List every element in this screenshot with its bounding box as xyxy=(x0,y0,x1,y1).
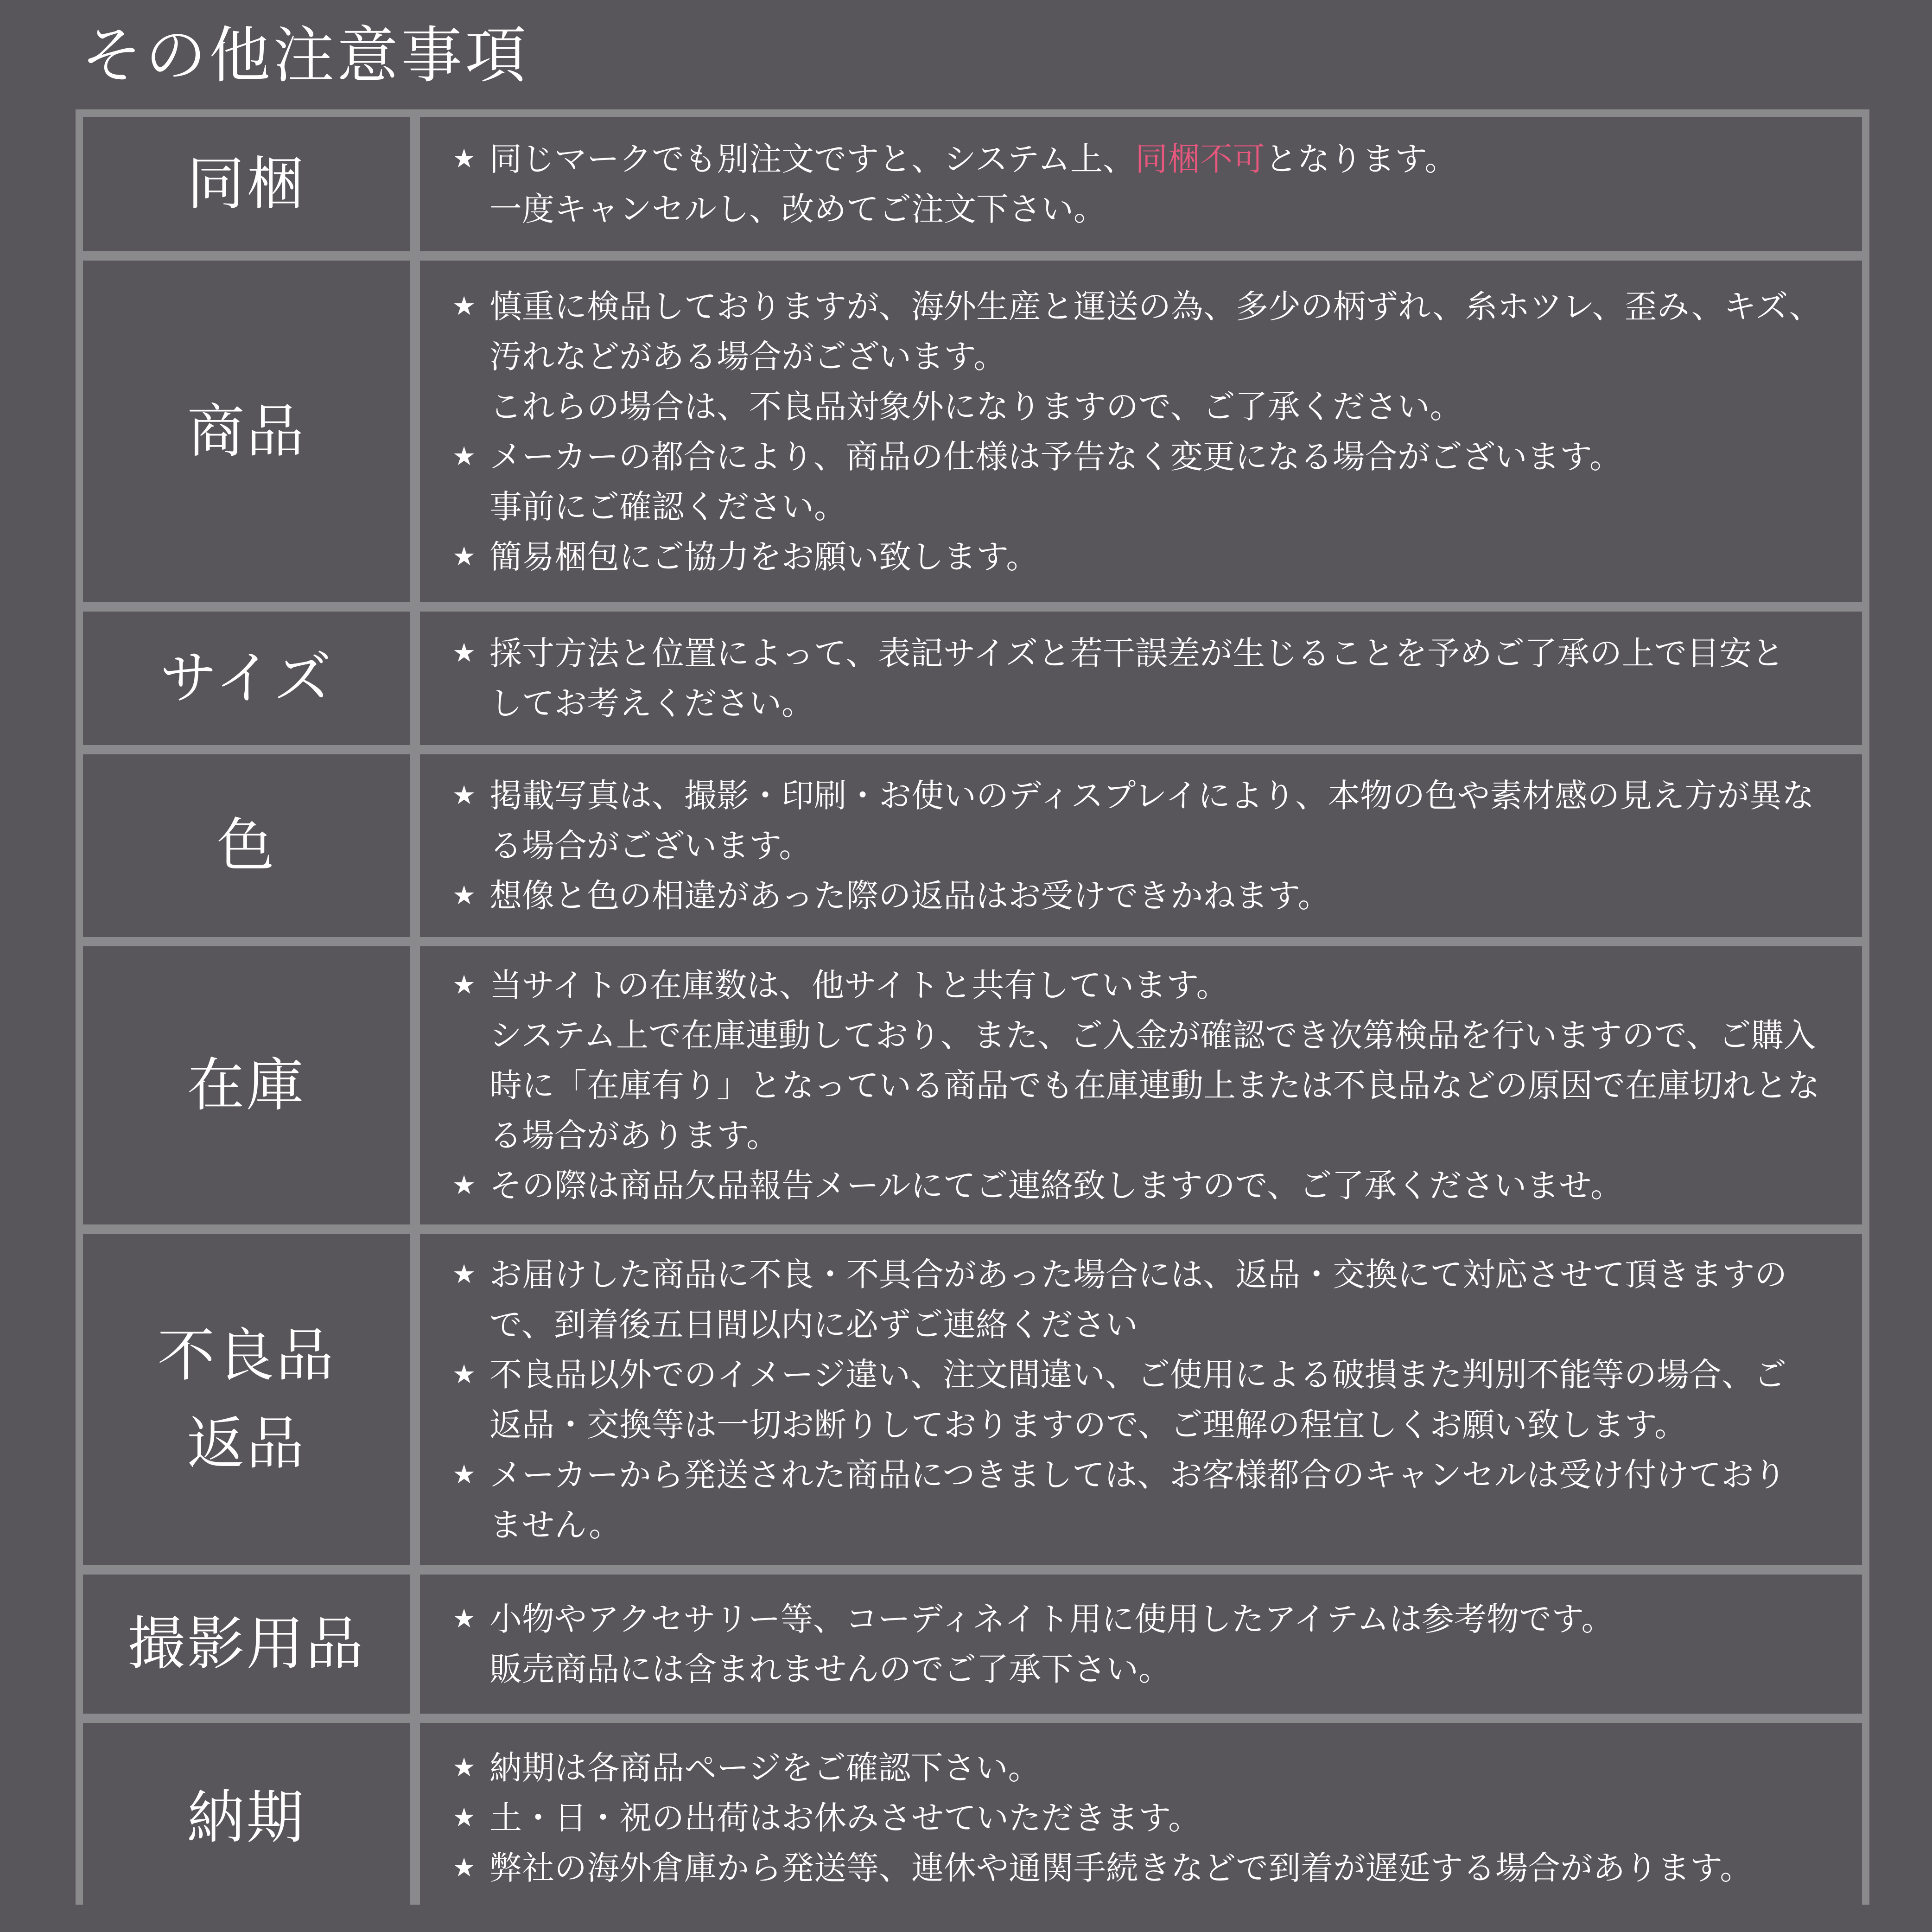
row-label-cell xyxy=(83,117,410,251)
notice-text xyxy=(489,532,1843,582)
star-icon: ★ xyxy=(452,638,476,668)
row-label-cell xyxy=(83,1723,410,1913)
notice-line: システム上で在庫連動しており、また、ご入金が確認でき次第検品を行いますので、ご購入 xyxy=(489,1016,1816,1054)
star-icon: ★ xyxy=(452,1170,476,1200)
notice-line: る場合があります。 xyxy=(489,1116,779,1154)
star-icon: ★ xyxy=(452,970,476,1000)
row-content-cell xyxy=(420,261,1862,602)
notice-item xyxy=(452,1743,1843,1793)
notice-line: 簡易梱包にご協力をお願い致します。 xyxy=(489,537,1039,576)
notice-line-text: となります。 xyxy=(1265,140,1457,178)
notice-text xyxy=(489,134,1843,234)
notice-line: お届けした商品に不良・不具合があった場合には、返品・交換にて対応させて頂きますの xyxy=(489,1255,1787,1294)
notice-item xyxy=(452,771,1843,871)
notice-text xyxy=(489,1743,1843,1793)
notice-item xyxy=(452,1843,1843,1893)
row-label: 撮影用品 xyxy=(127,1611,365,1677)
notice-line: 掲載写真は、撮影・印刷・お使いのディスプレイにより、本物の色や素材感の見え方が異な xyxy=(489,777,1815,815)
notice-line: 時に「在庫有り」となっている商品でも在庫連動上または不良品などの原因で在庫切れとな xyxy=(489,1066,1820,1104)
star-icon: ★ xyxy=(452,1359,476,1390)
notice-line: で、到着後五日間以内に必ずご連絡ください xyxy=(489,1305,1138,1344)
notice-item xyxy=(452,1793,1843,1843)
notice-text xyxy=(489,771,1843,871)
row-label: 色 xyxy=(216,812,276,879)
row-label: 納期 xyxy=(187,1785,306,1851)
notice-text xyxy=(489,281,1843,432)
row-label-cell xyxy=(83,946,410,1224)
row-label-cell xyxy=(83,1234,410,1565)
row-content-cell xyxy=(420,1723,1862,1913)
row-content-cell xyxy=(420,117,1862,251)
notice-line: 弊社の海外倉庫から発送等、連休や通関手続きなどで到着が遅延する場合があります。 xyxy=(489,1849,1753,1887)
star-icon: ★ xyxy=(452,1459,476,1490)
notice-table xyxy=(76,109,1869,1905)
page-title: その他注意事項 xyxy=(81,20,529,91)
star-icon: ★ xyxy=(452,1853,476,1883)
notice-text xyxy=(489,1250,1843,1350)
notice-line: その際は商品欠品報告メールにてご連絡致しますので、ご了承くださいませ。 xyxy=(489,1167,1623,1205)
notice-text xyxy=(489,1843,1843,1893)
notice-line xyxy=(489,134,1843,184)
notice-line: 販売商品には含まれませんのでご了承下さい。 xyxy=(489,1650,1171,1688)
row-label-cell xyxy=(83,612,410,745)
row-label: サイズ xyxy=(159,645,333,712)
row-label: 不良品 返品 xyxy=(157,1322,336,1477)
notice-text xyxy=(489,1350,1843,1450)
notice-text xyxy=(489,1793,1843,1843)
star-icon: ★ xyxy=(452,144,476,174)
highlight-text: 同梱不可 xyxy=(1135,140,1265,178)
notice-line: ません。 xyxy=(489,1505,622,1544)
notice-item xyxy=(452,532,1843,582)
star-icon: ★ xyxy=(452,1803,476,1833)
notice-item xyxy=(452,281,1843,432)
notice-item xyxy=(452,1160,1843,1211)
row-content-cell xyxy=(420,754,1862,937)
notice-line: 採寸方法と位置によって、表記サイズと若干誤差が生じることを予めご了承の上で目安と xyxy=(489,634,1784,672)
notice-item xyxy=(452,1250,1843,1350)
row-label: 商品 xyxy=(187,398,306,465)
row-label-cell xyxy=(83,1575,410,1714)
notice-line: 小物やアクセサリー等、コーディネイト用に使用したアイテムは参考物です。 xyxy=(489,1600,1614,1638)
notice-line: メーカーから発送された商品につきましては、お客様都合のキャンセルは受け付けており xyxy=(489,1455,1786,1494)
notice-line: 返品・交換等は一切お断りしておりますので、ご理解の程宜しくお願い致します。 xyxy=(489,1405,1687,1444)
star-icon: ★ xyxy=(452,541,476,572)
star-icon: ★ xyxy=(452,441,476,472)
notice-line: 土・日・祝の出荷はお休みさせていただきます。 xyxy=(489,1799,1201,1837)
notice-line-text: 同じマークでも別注文ですと、システム上、 xyxy=(489,140,1135,178)
row-content-cell xyxy=(420,1234,1862,1565)
notice-text xyxy=(489,628,1843,728)
notice-line: 不良品以外でのイメージ違い、注文間違い、ご使用による破損また判別不能等の場合、ご xyxy=(489,1355,1786,1394)
star-icon: ★ xyxy=(452,291,476,321)
notice-line: 慎重に検品しておりますが、海外生産と運送の為、多少の柄ずれ、糸ホツレ、歪み、キズ、 xyxy=(489,287,1822,325)
star-icon: ★ xyxy=(452,1259,476,1289)
notice-item xyxy=(452,134,1843,234)
row-content-cell xyxy=(420,1575,1862,1714)
notice-item xyxy=(452,960,1843,1160)
notice-line: 当サイトの在庫数は、他サイトと共有しています。 xyxy=(489,966,1229,1004)
row-content-cell xyxy=(420,946,1862,1224)
notice-line: してお考えください。 xyxy=(489,684,814,722)
notice-text xyxy=(489,1160,1843,1211)
notice-line: 汚れなどがある場合がございます。 xyxy=(489,337,1006,376)
notice-line: これらの場合は、不良品対象外になりますので、ご了承ください。 xyxy=(489,387,1462,426)
notice-item xyxy=(452,628,1843,728)
notice-text xyxy=(489,432,1843,532)
notice-item xyxy=(452,871,1843,921)
notice-text xyxy=(489,871,1843,921)
star-icon: ★ xyxy=(452,1604,476,1634)
row-label-cell xyxy=(83,261,410,602)
star-icon: ★ xyxy=(452,880,476,911)
row-label: 同梱 xyxy=(187,151,306,217)
row-label-cell xyxy=(83,754,410,937)
notice-line: 納期は各商品ページをご確認下さい。 xyxy=(489,1749,1041,1787)
notice-item xyxy=(452,1450,1843,1550)
notice-line: 想像と色の相違があった際の返品はお受けできかねます。 xyxy=(489,877,1330,915)
star-icon: ★ xyxy=(452,780,476,810)
notice-text xyxy=(489,1594,1843,1694)
star-icon: ★ xyxy=(452,1753,476,1783)
notice-line: 事前にご確認ください。 xyxy=(489,487,846,526)
row-label: 在庫 xyxy=(187,1052,306,1119)
notice-item xyxy=(452,1350,1843,1450)
notice-line: る場合がございます。 xyxy=(489,827,812,865)
notice-text xyxy=(489,1450,1843,1550)
row-content-cell xyxy=(420,612,1862,745)
notice-line: 一度キャンセルし、改めてご注文下さい。 xyxy=(489,190,1106,228)
notice-text xyxy=(489,960,1843,1160)
notice-item xyxy=(452,1594,1843,1694)
notice-item xyxy=(452,432,1843,532)
notice-line: メーカーの都合により、商品の仕様は予告なく変更になる場合がございます。 xyxy=(489,437,1622,476)
